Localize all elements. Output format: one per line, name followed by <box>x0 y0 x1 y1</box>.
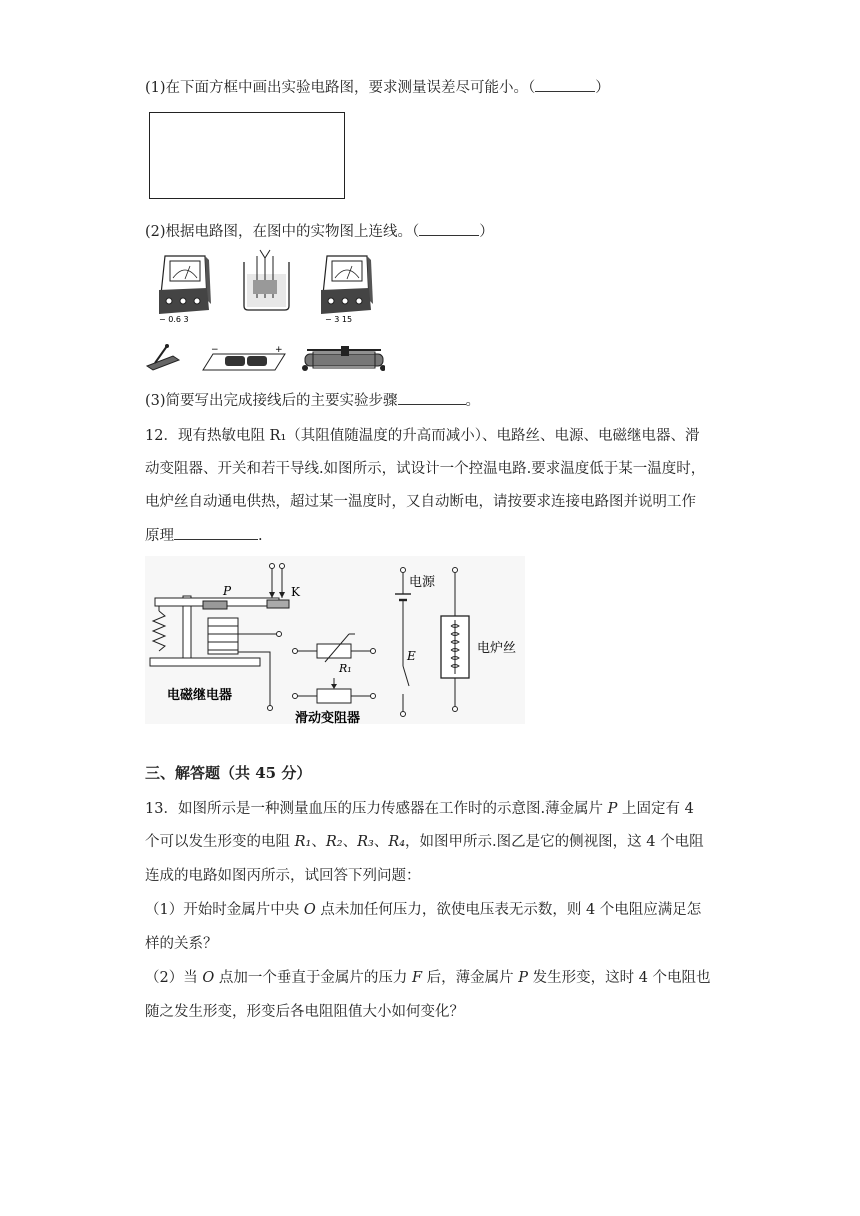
q11-part3: (3)简要写出完成接线后的主要实验步骤 。 <box>145 393 481 409</box>
battery-icon <box>203 345 285 370</box>
svg-text:+: + <box>275 345 283 355</box>
q13-sub1-line-2: 样的关系？ <box>145 936 218 952</box>
q11-part1: (1)在下面方框中画出实验电路图，要求测量误差尽可能小。（ ） <box>145 80 610 96</box>
temperature-control-figure <box>145 556 525 724</box>
label-E: E <box>407 649 416 663</box>
q12-line-2: 动变阻器、开关和若干导线.如图所示，试设计一个控温电路.要求温度低于某一温度时， <box>145 461 706 477</box>
label-rheostat: 滑动变阻器 <box>295 711 361 724</box>
switch-icon <box>147 344 179 370</box>
answer-blank[interactable] <box>419 235 479 236</box>
label-relay: 电磁继电器 <box>167 688 233 703</box>
label-K: K <box>291 585 300 599</box>
q13-line-2: 个可以发生形变的电阻 R₁、R₂、R₃、R₄，如图甲所示.图乙是它的侧视图，这 4 个电阻 <box>145 834 704 850</box>
ammeter-icon <box>159 256 211 314</box>
section-title: 三、解答题（共 45 分） <box>145 764 312 782</box>
label-power-source: 电源 <box>409 575 436 590</box>
svg-text:−: − <box>211 345 219 355</box>
thermistor-beaker-icon <box>244 250 289 310</box>
q13-sub1-line-1: （1）开始时金属片中央 O 点未加任何压力，欲使电压表无示数，则 4 个电阻应满足怎 <box>145 902 702 918</box>
circuit-drawing-box[interactable] <box>149 112 345 199</box>
q11-part2: (2)根据电路图，在图中的实物图上连线。（ ） <box>145 224 494 240</box>
q13-line-1: 13．如图所示是一种测量血压的压力传感器在工作时的示意图.薄金属片 P 上固定有 4 <box>145 801 694 817</box>
answer-blank[interactable] <box>398 404 466 405</box>
voltmeter-terminal-labels: − 3 15 <box>325 315 353 324</box>
voltmeter-icon <box>321 256 373 314</box>
q12-line-4: 原理 . <box>145 528 263 544</box>
q12-line-3: 电炉丝自动通电供热，超过某一温度时，又自动断电，请按要求连接电路图并说明工作 <box>145 494 696 510</box>
label-P: P <box>223 584 232 598</box>
q13-sub2-line-2: 随之发生形变，形变后各电阻阻值大小如何变化？ <box>145 1004 464 1020</box>
answer-blank[interactable] <box>174 539 258 540</box>
label-heater: 电炉丝 <box>477 641 517 656</box>
ammeter-terminal-labels: − 0.6 3 <box>159 315 189 324</box>
instruments-figure <box>145 248 385 383</box>
answer-blank[interactable] <box>535 91 595 92</box>
label-R1: R₁ <box>339 662 352 675</box>
q13-sub2-line-1: （2）当 O 点加一个垂直于金属片的压力 F 后，薄金属片 P 发生形变，这时 4 个电阻也 <box>145 970 711 986</box>
q13-line-3: 连成的电路如图丙所示，试回答下列问题： <box>145 868 421 884</box>
rheostat-icon <box>302 346 385 371</box>
q12-line-1: 12．现有热敏电阻 R₁（其阻值随温度的升高而减小）、电路丝、电源、电磁继电器、滑 <box>145 428 700 444</box>
